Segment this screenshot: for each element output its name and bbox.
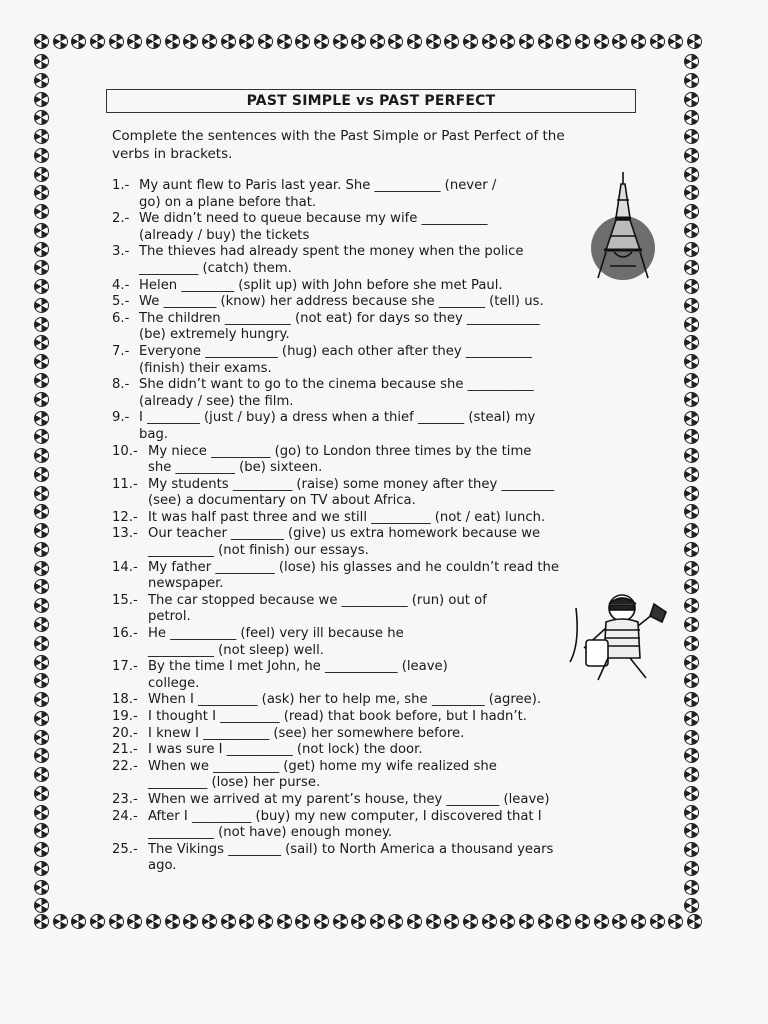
- sentence-line: I ________ (just / buy) a dress when a thief _______ (steal) my: [139, 410, 536, 426]
- item-text: [148, 742, 632, 759]
- border-ball: [34, 467, 49, 482]
- border-ball: [333, 34, 348, 49]
- decorative-border-right: [684, 54, 699, 914]
- border-ball: [34, 880, 49, 895]
- border-ball: [684, 260, 699, 275]
- sentence-line: My niece _________ (go) to London three times by the time: [148, 443, 532, 459]
- exercise-item: [112, 510, 632, 527]
- border-ball: [34, 579, 49, 594]
- border-ball: [34, 598, 49, 613]
- item-number: 22.-: [112, 758, 138, 774]
- border-ball: [684, 148, 699, 163]
- border-ball: [34, 354, 49, 369]
- border-ball: [631, 914, 646, 929]
- item-number: 4.-: [112, 277, 130, 293]
- border-ball: [684, 242, 699, 257]
- border-ball: [34, 429, 49, 444]
- border-ball: [34, 185, 49, 200]
- border-ball: [684, 711, 699, 726]
- border-ball: [684, 204, 699, 219]
- sentence-line: My father _________ (lose) his glasses and he couldn’t read the: [148, 559, 560, 575]
- border-ball: [407, 914, 422, 929]
- sentence-line: It was half past three and we still _________ (not / eat) lunch.: [148, 509, 546, 525]
- border-ball: [684, 748, 699, 763]
- border-ball: [71, 34, 86, 49]
- exercise-item: [112, 560, 632, 593]
- item-text: [139, 377, 632, 410]
- border-ball: [684, 542, 699, 557]
- sentence-line: The Vikings ________ (sail) to North America a thousand years: [148, 841, 554, 857]
- border-ball: [239, 914, 254, 929]
- sentence-line: Helen ________ (split up) with John before she met Paul.: [139, 277, 503, 293]
- sentence-line: I thought I _________ (read) that book before, but I hadn’t.: [148, 709, 527, 724]
- border-ball: [500, 914, 515, 929]
- border-ball: [34, 129, 49, 144]
- instructions-line: verbs in brackets.: [112, 146, 233, 162]
- sentence-line: When we __________ (get) home my wife realized she: [148, 758, 497, 774]
- border-ball: [482, 914, 497, 929]
- sentence-line: newspaper.: [148, 576, 224, 592]
- item-text: [148, 510, 632, 527]
- item-number: 8.-: [112, 377, 130, 393]
- border-ball: [684, 823, 699, 838]
- border-ball: [684, 880, 699, 895]
- border-ball: [612, 34, 627, 49]
- border-ball: [684, 411, 699, 426]
- border-ball: [684, 298, 699, 313]
- sentence-line: The thieves had already spent the money when the police: [139, 244, 524, 260]
- sentence-line: He __________ (feel) very ill because he: [148, 626, 404, 642]
- item-number: 1.-: [112, 178, 130, 193]
- border-ball: [684, 898, 699, 913]
- item-text: [148, 726, 632, 743]
- border-ball: [34, 54, 49, 69]
- border-ball: [684, 448, 699, 463]
- border-ball: [34, 504, 49, 519]
- item-number: 13.-: [112, 526, 138, 542]
- border-ball: [34, 298, 49, 313]
- item-number: 5.-: [112, 294, 130, 310]
- border-ball: [351, 34, 366, 49]
- item-text: [148, 792, 632, 809]
- border-ball: [684, 692, 699, 707]
- border-ball: [34, 542, 49, 557]
- border-ball: [202, 34, 217, 49]
- sentence-line: We ________ (know) her address because she _______ (tell) us.: [139, 294, 544, 310]
- border-ball: [314, 34, 329, 49]
- item-number: 19.-: [112, 709, 138, 724]
- border-ball: [34, 636, 49, 651]
- border-ball: [34, 34, 49, 49]
- border-ball: [165, 914, 180, 929]
- border-ball: [34, 561, 49, 576]
- border-ball: [684, 636, 699, 651]
- sentence-line: (finish) their exams.: [139, 360, 272, 376]
- border-ball: [258, 914, 273, 929]
- item-number: 24.-: [112, 808, 138, 824]
- border-ball: [34, 167, 49, 182]
- border-ball: [684, 392, 699, 407]
- border-ball: [34, 392, 49, 407]
- exercise-item: [112, 792, 632, 809]
- sentence-line: __________ (not have) enough money.: [148, 825, 393, 841]
- border-ball: [34, 711, 49, 726]
- border-ball: [631, 34, 646, 49]
- border-ball: [34, 673, 49, 688]
- border-ball: [34, 148, 49, 163]
- border-ball: [684, 73, 699, 88]
- item-text: [148, 444, 632, 477]
- border-ball: [34, 786, 49, 801]
- item-number: 16.-: [112, 626, 138, 642]
- item-text: [148, 692, 632, 709]
- exercise-item: [112, 178, 632, 211]
- exercise-item: [112, 278, 632, 295]
- item-text: [148, 526, 632, 559]
- border-ball: [684, 223, 699, 238]
- item-text: [139, 278, 632, 295]
- border-ball: [183, 34, 198, 49]
- border-ball: [34, 242, 49, 257]
- item-number: 18.-: [112, 692, 138, 708]
- sentence-line: I knew I __________ (see) her somewhere before.: [148, 725, 465, 741]
- exercise-item: [112, 742, 632, 759]
- sentence-line: she _________ (be) sixteen.: [148, 460, 323, 476]
- sentence-line: college.: [148, 675, 200, 691]
- exercise-item: [112, 692, 632, 709]
- item-text: [148, 477, 632, 510]
- decorative-border-left: [34, 54, 49, 914]
- border-ball: [684, 504, 699, 519]
- item-text: [139, 344, 632, 377]
- border-ball: [684, 279, 699, 294]
- instructions-line: Complete the sentences with the Past Simple or Past Perfect of the: [112, 128, 565, 144]
- border-ball: [53, 34, 68, 49]
- border-ball: [463, 914, 478, 929]
- sentence-line: I was sure I __________ (not lock) the door.: [148, 742, 423, 758]
- item-number: 9.-: [112, 410, 130, 426]
- border-ball: [684, 467, 699, 482]
- border-ball: [183, 914, 198, 929]
- border-ball: [684, 335, 699, 350]
- border-ball: [684, 429, 699, 444]
- sentence-line: Our teacher ________ (give) us extra homework because we: [148, 526, 541, 542]
- border-ball: [650, 34, 665, 49]
- item-number: 7.-: [112, 343, 130, 359]
- decorative-border-bottom: [34, 914, 702, 929]
- sentence-line: (be) extremely hungry.: [139, 327, 290, 343]
- border-ball: [333, 914, 348, 929]
- border-ball: [34, 260, 49, 275]
- exercise-item: [112, 244, 632, 277]
- border-ball: [127, 34, 142, 49]
- border-ball: [426, 34, 441, 49]
- border-ball: [684, 354, 699, 369]
- border-ball: [684, 317, 699, 332]
- border-ball: [34, 805, 49, 820]
- border-ball: [388, 914, 403, 929]
- border-ball: [684, 673, 699, 688]
- border-ball: [34, 448, 49, 463]
- exercise-item: [112, 311, 632, 344]
- border-ball: [575, 34, 590, 49]
- border-ball: [34, 767, 49, 782]
- border-ball: [351, 914, 366, 929]
- border-ball: [165, 34, 180, 49]
- border-ball: [519, 34, 534, 49]
- sentence-line: petrol.: [148, 609, 191, 625]
- border-ball: [684, 185, 699, 200]
- border-ball: [684, 842, 699, 857]
- item-text: [148, 709, 632, 726]
- item-number: 12.-: [112, 509, 138, 525]
- exercise-item: [112, 809, 632, 842]
- border-ball: [258, 34, 273, 49]
- border-ball: [34, 279, 49, 294]
- border-ball: [239, 34, 254, 49]
- border-ball: [556, 914, 571, 929]
- worksheet-title: [106, 89, 636, 113]
- item-number: 6.-: [112, 310, 130, 326]
- border-ball: [34, 655, 49, 670]
- item-text: [139, 178, 632, 211]
- border-ball: [684, 767, 699, 782]
- border-ball: [684, 861, 699, 876]
- border-ball: [34, 861, 49, 876]
- exercise-item: [112, 377, 632, 410]
- border-ball: [575, 914, 590, 929]
- border-ball: [684, 730, 699, 745]
- border-ball: [444, 34, 459, 49]
- sentence-line: (see) a documentary on TV about Africa.: [148, 493, 416, 509]
- title-text: PAST SIMPLE vs PAST PERFECT: [246, 93, 496, 109]
- border-ball: [34, 223, 49, 238]
- border-ball: [34, 204, 49, 219]
- border-ball: [34, 730, 49, 745]
- border-ball: [426, 914, 441, 929]
- sentence-line: (already / see) the film.: [139, 393, 294, 409]
- border-ball: [370, 914, 385, 929]
- sentence-line: _________ (lose) her purse.: [148, 775, 321, 791]
- border-ball: [90, 34, 105, 49]
- border-ball: [687, 914, 702, 929]
- border-ball: [444, 914, 459, 929]
- border-ball: [684, 561, 699, 576]
- border-ball: [519, 914, 534, 929]
- border-ball: [684, 167, 699, 182]
- border-ball: [34, 411, 49, 426]
- item-text: [148, 809, 632, 842]
- border-ball: [684, 598, 699, 613]
- border-ball: [500, 34, 515, 49]
- sentence-line: go) on a plane before that.: [139, 194, 317, 210]
- item-text: [148, 593, 632, 626]
- border-ball: [388, 34, 403, 49]
- sentence-line: When we arrived at my parent’s house, they ________ (leave): [148, 791, 550, 807]
- border-ball: [202, 914, 217, 929]
- item-number: 25.-: [112, 841, 138, 857]
- border-ball: [684, 786, 699, 801]
- border-ball: [684, 523, 699, 538]
- exercise-item: [112, 726, 632, 743]
- border-ball: [684, 92, 699, 107]
- border-ball: [34, 748, 49, 763]
- exercise-list: [112, 178, 632, 875]
- border-ball: [109, 34, 124, 49]
- instructions: [112, 127, 612, 163]
- sentence-line: (already / buy) the tickets: [139, 227, 310, 243]
- item-number: 15.-: [112, 592, 138, 608]
- item-text: [139, 244, 632, 277]
- item-number: 14.-: [112, 559, 138, 575]
- border-ball: [146, 34, 161, 49]
- border-ball: [34, 373, 49, 388]
- item-text: [148, 560, 632, 593]
- exercise-item: [112, 211, 632, 244]
- exercise-item: [112, 526, 632, 559]
- sentence-line: After I _________ (buy) my new computer, I discovered that I: [148, 808, 542, 824]
- border-ball: [295, 914, 310, 929]
- border-ball: [556, 34, 571, 49]
- exercise-item: [112, 477, 632, 510]
- border-ball: [594, 914, 609, 929]
- border-ball: [407, 34, 422, 49]
- border-ball: [594, 34, 609, 49]
- border-ball: [668, 34, 683, 49]
- sentence-line: The children __________ (not eat) for days so they ___________: [139, 310, 540, 326]
- exercise-item: [112, 410, 632, 443]
- item-number: 17.-: [112, 659, 138, 675]
- border-ball: [684, 373, 699, 388]
- item-number: 23.-: [112, 791, 138, 807]
- exercise-item: [112, 294, 632, 311]
- border-ball: [34, 92, 49, 107]
- border-ball: [34, 914, 49, 929]
- item-text: [139, 211, 632, 244]
- exercise-item: [112, 709, 632, 726]
- sentence-line: The car stopped because we __________ (run) out of: [148, 592, 487, 608]
- border-ball: [34, 523, 49, 538]
- item-text: [148, 626, 632, 659]
- exercise-item: [112, 444, 632, 477]
- sentence-line: bag.: [139, 426, 169, 442]
- exercise-item: [112, 659, 632, 692]
- border-ball: [482, 34, 497, 49]
- border-ball: [221, 34, 236, 49]
- border-ball: [34, 617, 49, 632]
- thief-icon: [566, 588, 676, 684]
- border-ball: [53, 914, 68, 929]
- sentence-line: _________ (catch) them.: [139, 260, 292, 276]
- item-number: 2.-: [112, 211, 130, 227]
- sentence-line: __________ (not sleep) well.: [148, 642, 324, 658]
- border-ball: [684, 655, 699, 670]
- exercise-item: [112, 626, 632, 659]
- item-text: [139, 410, 632, 443]
- border-ball: [34, 317, 49, 332]
- border-ball: [684, 805, 699, 820]
- border-ball: [668, 914, 683, 929]
- border-ball: [684, 486, 699, 501]
- border-ball: [109, 914, 124, 929]
- item-number: 3.-: [112, 244, 130, 260]
- item-text: [139, 294, 632, 311]
- border-ball: [650, 914, 665, 929]
- item-number: 11.-: [112, 476, 138, 492]
- border-ball: [612, 914, 627, 929]
- border-ball: [684, 129, 699, 144]
- border-ball: [221, 914, 236, 929]
- border-ball: [127, 914, 142, 929]
- sentence-line: She didn’t want to go to the cinema because she __________: [139, 377, 534, 393]
- border-ball: [34, 335, 49, 350]
- border-ball: [34, 692, 49, 707]
- sentence-line: My aunt flew to Paris last year. She __________ (never /: [139, 178, 497, 193]
- exercise-item: [112, 842, 632, 875]
- border-ball: [684, 617, 699, 632]
- border-ball: [684, 579, 699, 594]
- exercise-item: [112, 593, 632, 626]
- item-number: 10.-: [112, 443, 138, 459]
- border-ball: [684, 110, 699, 125]
- border-ball: [90, 914, 105, 929]
- border-ball: [71, 914, 86, 929]
- border-ball: [34, 898, 49, 913]
- sentence-line: When I _________ (ask) her to help me, she ________ (agree).: [148, 692, 542, 708]
- decorative-border-top: [34, 34, 702, 49]
- border-ball: [295, 34, 310, 49]
- border-ball: [684, 54, 699, 69]
- item-text: [148, 659, 632, 692]
- border-ball: [34, 73, 49, 88]
- border-ball: [34, 486, 49, 501]
- sentence-line: By the time I met John, he ___________ (leave): [148, 659, 448, 675]
- exercise-item: [112, 759, 632, 792]
- sentence-line: __________ (not finish) our essays.: [148, 543, 369, 559]
- border-ball: [538, 914, 553, 929]
- border-ball: [34, 842, 49, 857]
- item-text: [139, 311, 632, 344]
- border-ball: [34, 110, 49, 125]
- eiffel-tower-icon: [588, 170, 658, 282]
- border-ball: [34, 823, 49, 838]
- border-ball: [687, 34, 702, 49]
- border-ball: [277, 914, 292, 929]
- item-text: [148, 759, 632, 792]
- border-ball: [277, 34, 292, 49]
- item-number: 20.-: [112, 725, 138, 741]
- exercise-item: [112, 344, 632, 377]
- border-ball: [538, 34, 553, 49]
- border-ball: [146, 914, 161, 929]
- item-number: 21.-: [112, 742, 138, 758]
- border-ball: [314, 914, 329, 929]
- item-text: [148, 842, 632, 875]
- sentence-line: My students _________ (raise) some money after they ________: [148, 476, 555, 492]
- sentence-line: Everyone ___________ (hug) each other after they __________: [139, 343, 532, 359]
- sentence-line: We didn’t need to queue because my wife __________: [139, 211, 488, 227]
- sentence-line: ago.: [148, 858, 177, 874]
- border-ball: [370, 34, 385, 49]
- border-ball: [463, 34, 478, 49]
